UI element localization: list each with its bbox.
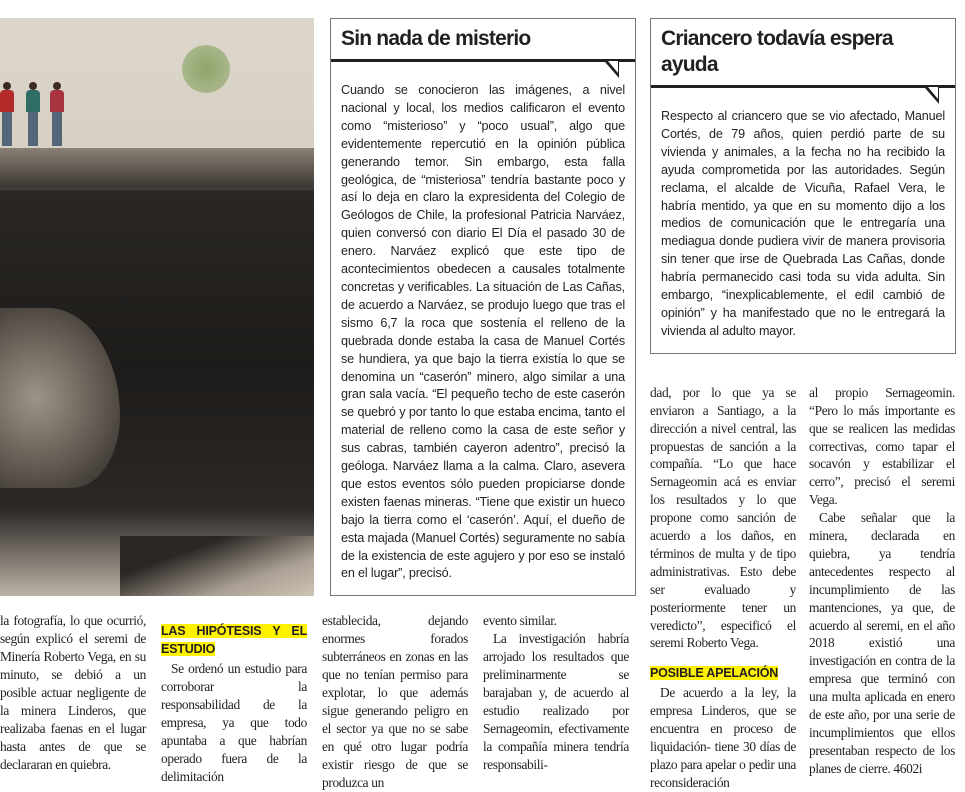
sidebar-box-sin-nada-de-misterio xyxy=(330,18,636,596)
rocks xyxy=(0,308,120,488)
article-column-3 xyxy=(322,612,468,791)
sinkhole-photo xyxy=(0,18,314,596)
paragraph: la fotografía, lo que ocurrió, según explicó el seremi de Minería Roberto Vega, en su minuto, se debió a un posible actuar negligente de la minera Linderos, que realizaba faenas en el lugar hasta antes de que se declararan en quiebra. xyxy=(0,613,146,772)
subheading: LAS HIPÓTESIS Y EL ESTUDIO xyxy=(161,624,307,657)
paragraph: dad, por lo que ya se enviaron a Santiago, a la dirección a nivel central, las propuestas de sanción a la compañía. “Lo que hace Sernageomin acá es enviar los resultados y lo que propone como sanción de acuerdo a los daños, en términos de multa y de tipo administrativas. Esto debe ser evaluado y posteriormente tener un veredicto”, especificó el seremi Roberto Vega. xyxy=(650,384,796,651)
paragraph: De acuerdo a la ley, la empresa Linderos, que se encuentra en proceso de liquidación- tiene 30 días de plazo para apelar o pedir una reconsideración xyxy=(650,685,796,790)
box-body: Cuando se conocieron las imágenes, a nivel nacional y local, los medios calificaron el evento como “misterioso” y “poco usual”, algo que evidentemente repercutió en la opinión pública generando temor. Sin embargo, esta falla geológica, de “misteriosa” tendría bastante poco y así lo deja en claro la expresidenta del Colegio de Geólogos de Chile, la profesional Patricia Narváez, quien conversó con diario El Día el pasado 30 de enero. Narváez explicó que este tipo de acontecimientos obedecen a causales totalmente concretas y verificables. La situación de Las Cañas, de acuerdo a Narváez, se produjo luego que tras el sismo 6,7 la roca que sostenía el relleno de la quebrada donde estaba la casa de Manuel Cortés se hundiera, ya que bajo la tierra existía lo que se denomina un “caserón” minero, algo similar a una gran sala vacía. “El pequeño techo de este caserón se quebró y por tanto lo que estaba encima, tanto el material de relleno como la casa de este señor y sus cabras, también cayeron adentro”, precisó la geóloga. Narváez llama a la calma. Claro, asevera que estos eventos sólo pueden propiciarse donde existen faenas mineras. “Tiene que existir un hueco bajo la tierra como el ‘caserón’. Aquí, el dueño de esta majada (Manuel Cortés) seguramente no sabía de la existencia de este agujero y por eso se instaló en el lugar”, precisó. xyxy=(341,83,626,581)
left-block xyxy=(0,18,636,791)
box-body: Respecto al criancero que se vio afectado, Manuel Cortés, de 79 años, quien perdió parte de su vivienda y animales, a la fecha no ha recibido la ayuda comprometida por las autoridades. Según reclama, el alcalde de Vicuña, Rafael Vera, le habría mentido, ya que en su momento dijo a los medios de comunicación que le entregaría una mediagua donde pudiera vivir de manera provisoria sin tener que irse de Quebrada Las Cañas, donde habría permanecido casi toda su vida adulta. Sin embargo, “inexplicablemente, el edil cambió de opinión” y ha manifestado que no le entregará la vivienda al adulto mayor. xyxy=(661,109,945,338)
article-column-1 xyxy=(0,612,146,791)
person xyxy=(50,82,64,148)
ground xyxy=(120,536,314,596)
box-title-text: Sin nada de misterio xyxy=(341,27,531,50)
box-title xyxy=(331,19,635,62)
right-block xyxy=(650,18,958,792)
sidebar-box-criancero xyxy=(650,18,956,354)
box-title xyxy=(651,19,955,88)
paragraph: establecida, dejando enormes forados subterráneos en zonas en las que no tenían permiso para explotar, lo que además sigue generando peligro en el sector ya que no se sabe en qué otro lugar podría existir riesgo de que se produzca un xyxy=(322,613,468,790)
person xyxy=(26,82,40,148)
paragraph: Cabe señalar que la minera, declarada en quiebra, ya tendría antecedentes respecto al incumplimiento de las mantenciones, ya que, de acuerdo al seremi, en el año 2018 existió una investigación en contra de la empresa que terminó con una multa aplicada en enero de este año, por una serie de incumplimientos que ellos presentaban respecto de los planes de cierre. 4602i xyxy=(809,510,955,776)
article-column-2 xyxy=(161,612,307,791)
article-column-5 xyxy=(650,384,796,792)
person xyxy=(0,82,14,148)
tree xyxy=(182,45,230,93)
bottom-columns xyxy=(0,612,636,791)
box-title-text: Criancero todavía espera ayuda xyxy=(661,27,893,76)
speech-notch-icon xyxy=(605,62,619,78)
article-column-6 xyxy=(809,384,955,792)
top-row xyxy=(0,18,636,596)
paragraph: al propio Sernageomin. “Pero lo más importante es que se realicen las medidas correctivas, como tapar el socavón y estabilizar el cerro”, precisó el seremi Vega. xyxy=(809,384,955,508)
paragraph: La investigación habría arrojado los resultados que preliminarmente se barajaban y, de acuerdo al estudio realizado por Sernageomin, efectivamente la compañía minera tendría responsabili- xyxy=(483,631,629,772)
article-column-4 xyxy=(483,612,629,791)
sinkhole-rim xyxy=(0,148,314,188)
subheading: POSIBLE APELACIÓN xyxy=(650,666,779,681)
speech-notch-icon xyxy=(925,88,939,104)
paragraph: evento similar. xyxy=(483,613,557,629)
right-columns xyxy=(650,384,958,792)
paragraph: Se ordenó un estudio para corroborar la responsabilidad de la empresa, ya que todo apuntaba a que habrían operado fuera de la delimitación xyxy=(161,661,307,784)
